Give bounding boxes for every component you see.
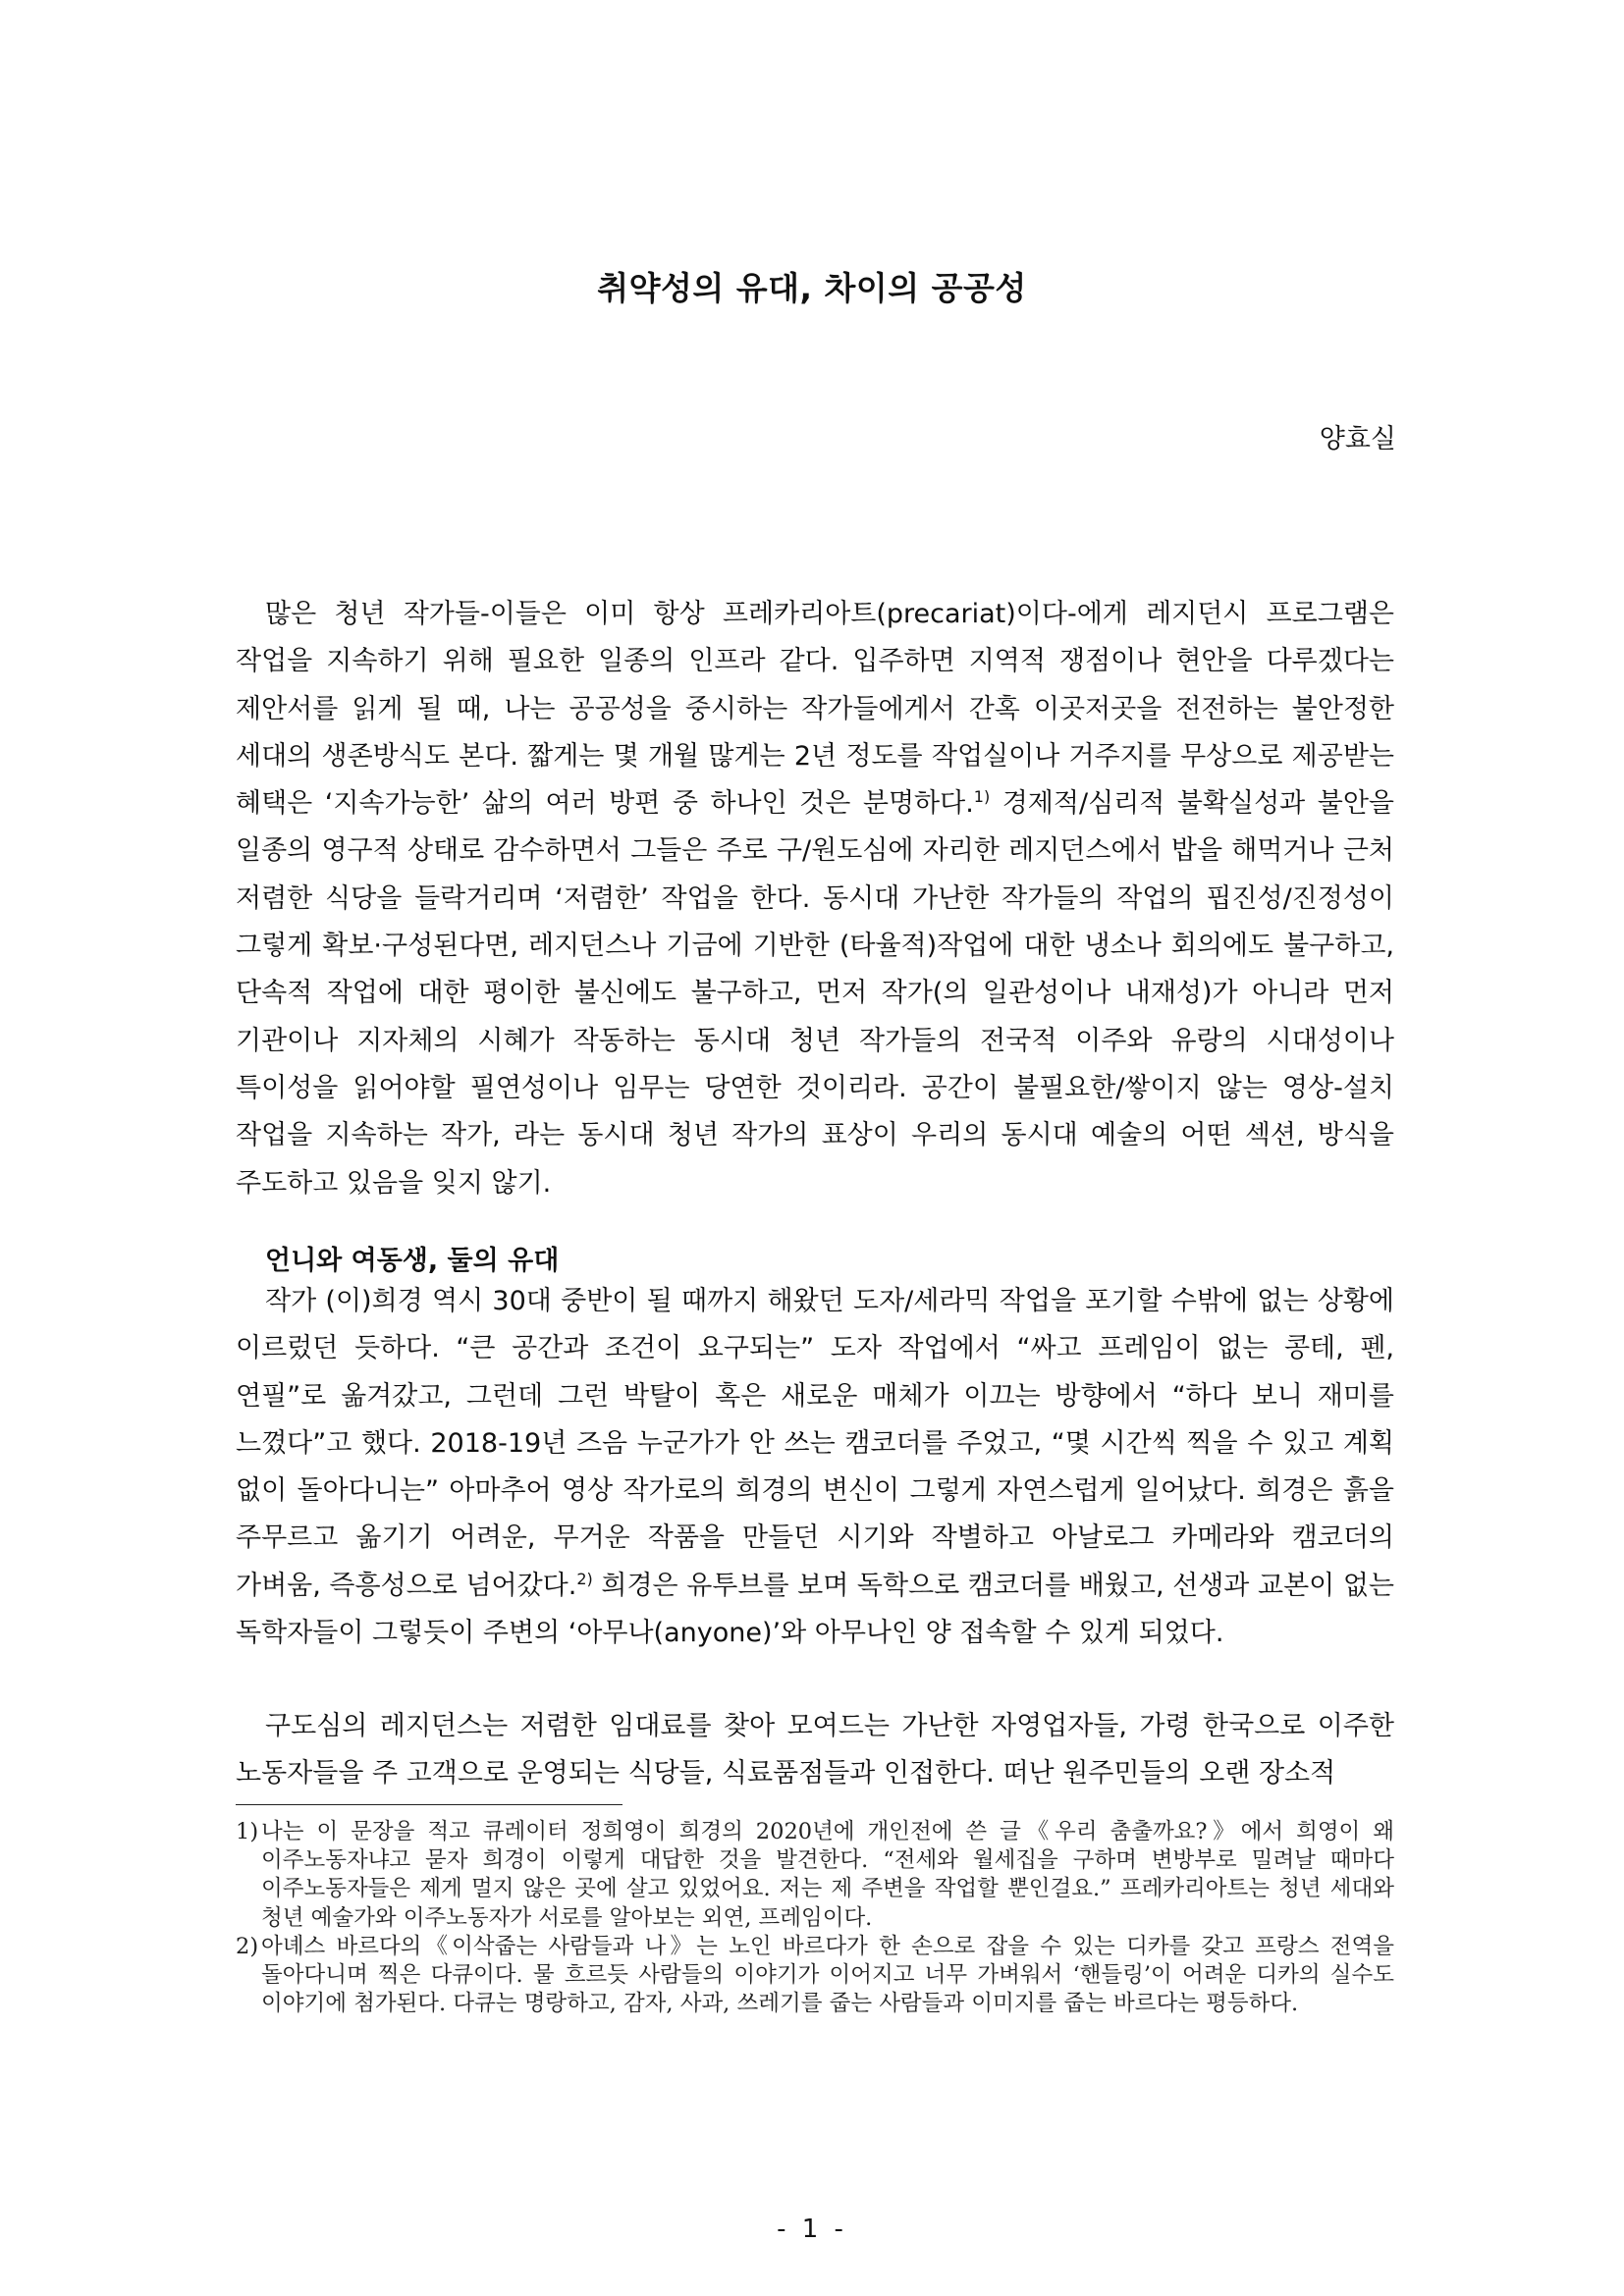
- author-name: 양효실: [1319, 424, 1396, 454]
- paragraph-text: 작가 (이)희경 역시 30대 중반이 될 때까지 해왔던 도자/세라믹 작업을 포기할 수밖에 없는 상황에 이르렀던 듯하다. “큰 공간과 조건이 요구되는” 도자 작업에서 “싸고 프레임이 없는 콩테, 펜, 연필”로 옮겨갔고, 그런데 그런 박탈이 혹은 새로운 매체가 이끄는 방향에서 “하다 보니 재미를 느꼈다”고 했다. 2018-19년 즈음 누군가가 안 쓰는 캠코더를 주었고, “몇 시간씩 찍을 수 있고 계획 없이 돌아다니는” 아마추어 영상 작가로의 희경의 변신이 그렇게 자연스럽게 일어났다. 희경은 흙을 주무르고 옮기기 어려운, 무거운 작품을 만들던 시기와 작별하고 아날로그 카메라와 캠코더의 가벼움, 즉흥성으로 넘어갔다.: [236, 1286, 1394, 1601]
- body-paragraph: [236, 1278, 1394, 1657]
- section-heading: 언니와 여동생, 둘의 유대: [265, 1246, 560, 1276]
- footnotes-section: [236, 1818, 1394, 2018]
- body-paragraph: 구도심의 레지던스는 저렴한 임대료를 찾아 모여드는 가난한 자영업자들, 가령 한국으로 이주한 노동자들을 주 고객으로 운영되는 식당들, 식료품점들과 인접한다. 떠난 원주민들의 오랜 장소적: [236, 1711, 1394, 1789]
- paragraph-text: 경제적/심리적 불확실성과 불안을 일종의 영구적 상태로 감수하면서 그들은 주로 구/원도심에 자리한 레지던스에서 밥을 해먹거나 근처 저렴한 식당을 들락거리며 ‘저렴한’ 작업을 한다. 동시대 가난한 작가들의 작업의 핍진성/진정성이 그렇게 확보·구성된다면, 레지던스나 기금에 기반한 (타율적)작업에 대한 냉소나 회의에도 불구하고, 단속적 작업에 대한 평이한 불신에도 불구하고, 먼저 작가(의 일관성이나 내재성)가 아니라 먼저 기관이나 지자체의 시혜가 작동하는 동시대 청년 작가들의 전국적 이주와 유랑의 시대성이나 특이성을 읽어야할 필연성이나 임무는 당연한 것이리라. 공간이 불필요한/쌓이지 않는 영상-설치 작업을 지속하는 작가, 라는 동시대 청년 작가의 표상이 우리의 동시대 예술의 어떤 섹션, 방식을 주도하고 있음을 잊지 않기.: [236, 788, 1394, 1199]
- footnote-item: [236, 1933, 1394, 2019]
- footnote-text: 아녜스 바르다의《이삭줍는 사람들과 나》는 노인 바르다가 한 손으로 잡을 수 있는 디카를 갖고 프랑스 전역을 돌아다니며 찍은 다큐이다. 물 흐르듯 사람들의 이야기가 이어지고 너무 가벼워서 ‘핸들링’이 어려운 디카의 실수도 이야기에 첨가된다. 다큐는 명랑하고, 감자, 사과, 쓰레기를 줍는 사람들과 이미지를 줍는 바르다는 평등하다.: [261, 1933, 1394, 2017]
- footnote-mark: 2): [236, 1933, 259, 1959]
- body-paragraph: [236, 591, 1394, 1207]
- footnote-text: 나는 이 문장을 적고 큐레이터 정희영이 희경의 2020년에 개인전에 쓴 글《우리 춤출까요?》에서 희영이 왜 이주노동자냐고 묻자 희경이 이렇게 대답한 것을 발견한다. “전세와 월세집을 구하며 변방부로 밀려날 때마다 이주노동자들은 제게 멀지 않은 곳에 살고 있었어요. 저는 제 주변을 작업할 뿐인걸요.” 프레카리아트는 청년 세대와 청년 예술가와 이주노동자가 서로를 알아보는 외연, 프레임이다.: [261, 1819, 1394, 1931]
- footnote-mark: 1): [236, 1819, 259, 1844]
- footnote-reference[interactable]: 1): [973, 787, 991, 807]
- footnote-divider: [236, 1804, 623, 1805]
- footnote-reference[interactable]: 2): [576, 1569, 593, 1588]
- paragraph-text: 희경은 유투브를 보며 독학으로 캠코더를 배웠고, 선생과 교본이 없는 독학자들이 그렇듯이 주변의 ‘아무나(anyone)’와 아무나인 양 접속할 수 있게 되었다.: [236, 1570, 1394, 1649]
- page-title: 취약성의 유대, 차이의 공공성: [597, 269, 1027, 307]
- footnote-item: [236, 1818, 1394, 1933]
- paragraph-text: 많은 청년 작가들-이들은 이미 항상 프레카리아트(precariat)이다-에게 레지던시 프로그램은 작업을 지속하기 위해 필요한 일종의 인프라 같다. 입주하면 지역적 쟁점이나 현안을 다루겠다는 제안서를 읽게 될 때, 나는 공공성을 중시하는 작가들에게서 간혹 이곳저곳을 전전하는 불안정한 세대의 생존방식도 본다. 짧게는 몇 개월 많게는 2년 정도를 작업실이나 거주지를 무상으로 제공받는 혜택은 ‘지속가능한’ 삶의 여러 방편 중 하나인 것은 분명하다.: [236, 599, 1394, 820]
- page-number: - 1 -: [777, 2215, 847, 2244]
